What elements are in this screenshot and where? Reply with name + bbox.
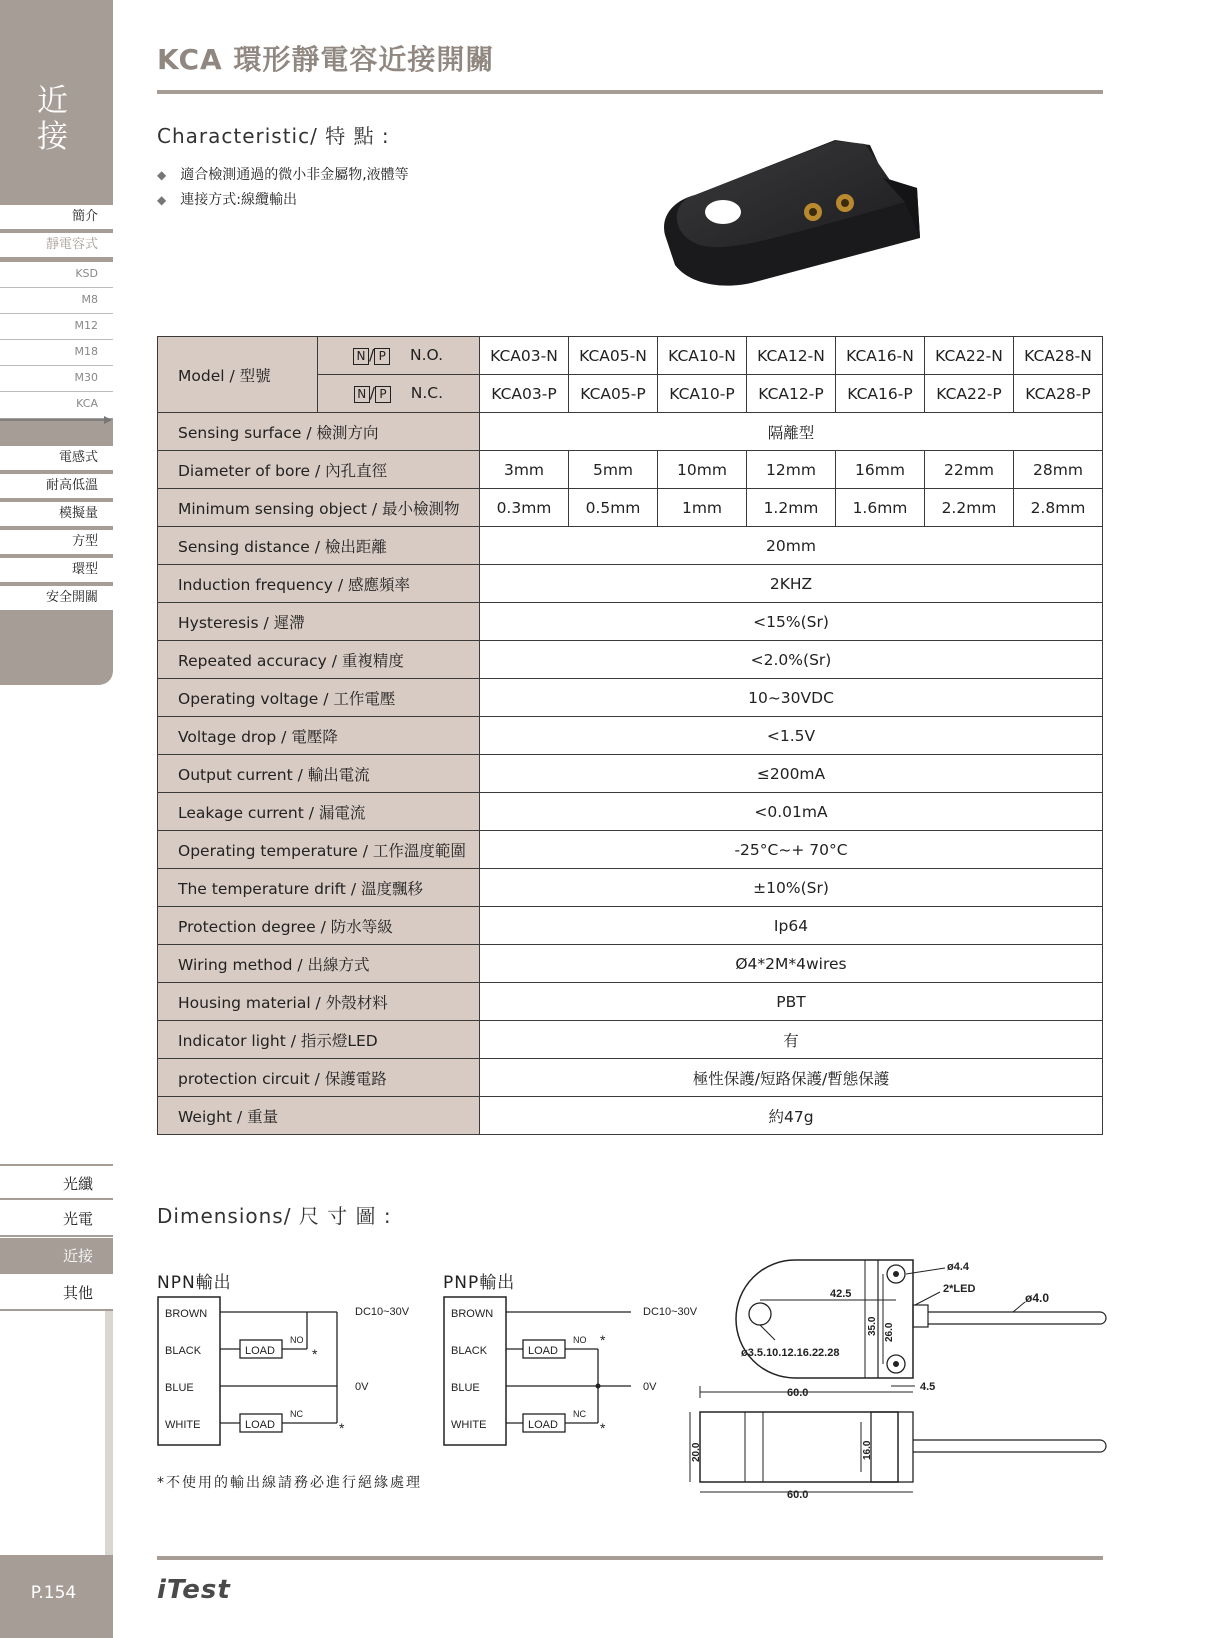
spec-label: Sensing surface / 檢測方向 [158,413,480,451]
wire-label: BLUE [165,1382,194,1394]
sidebar-item-ring[interactable]: 環型 [0,558,113,584]
dim-label: 4.5 [920,1381,936,1393]
dim-label: 20.0 [691,1442,702,1462]
wire-label: BROWN [451,1308,494,1320]
model-cell: KCA28-P [1014,375,1103,413]
nc-label: NC [290,1409,303,1419]
table-row [158,793,1103,831]
table-row [158,603,1103,641]
npn-title: NPN輸出 [157,1273,232,1293]
no-label: NO [290,1335,304,1345]
ov-label: 0V [355,1381,369,1393]
spec-value: 1.6mm [836,489,925,527]
spec-value: <2.0%(Sr) [480,641,1103,679]
star-label: * [312,1346,318,1362]
load-label: LOAD [528,1345,558,1357]
sidebar-item-analog[interactable]: 模擬量 [0,502,113,528]
spec-label: Leakage current / 漏電流 [158,793,480,831]
dim-label: 2*LED [943,1283,976,1295]
load-label: LOAD [245,1419,275,1431]
spec-label: Indicator light / 指示燈LED [158,1021,480,1059]
star-label: * [600,1420,606,1436]
wire-label: BROWN [165,1308,208,1320]
spec-value: <15%(Sr) [480,603,1103,641]
spec-label: Operating voltage / 工作電壓 [158,679,480,717]
spec-label: Protection degree / 防水等級 [158,907,480,945]
dim-label: ø4.0 [1025,1291,1050,1305]
spec-label: Induction frequency / 感應頻率 [158,565,480,603]
table-row [158,451,1103,489]
spec-label: Output current / 輸出電流 [158,755,480,793]
star-label: * [600,1332,606,1348]
spec-value: Ip64 [480,907,1103,945]
sidebar-item-m18[interactable]: M18 [0,340,113,366]
spec-label: Weight / 重量 [158,1097,480,1135]
product-photo [655,140,930,290]
table-row [158,831,1103,869]
spec-value: 1mm [658,489,747,527]
model-label: Model / 型號 [158,337,318,413]
table-row [158,641,1103,679]
spec-label: Minimum sensing object / 最小檢測物 [158,489,480,527]
sidebar-item-m12[interactable]: M12 [0,314,113,340]
wire-label: WHITE [451,1419,487,1431]
spec-value: 有 [480,1021,1103,1059]
spec-label: Housing material / 外殼材料 [158,983,480,1021]
spec-value: 22mm [925,451,1014,489]
sidebar-category-1: 近 [37,83,68,119]
spec-value: 20mm [480,527,1103,565]
ov-label: 0V [643,1381,657,1393]
dim-label: ø4.4 [947,1261,970,1273]
spec-label: Voltage drop / 電壓降 [158,717,480,755]
model-cell: KCA12-N [747,337,836,375]
sidebar-item-proximity[interactable]: 近接 [0,1238,113,1274]
model-cell: KCA16-P [836,375,925,413]
table-row [158,527,1103,565]
sidebar-item-capacitive[interactable]: 靜電容式 [0,233,113,259]
spec-value: 隔離型 [480,413,1103,451]
spec-value: -25°C~+ 70°C [480,831,1103,869]
spec-value: 10mm [658,451,747,489]
spec-value: <1.5V [480,717,1103,755]
dim-label: 60.0 [787,1387,809,1399]
model-cell: KCA22-N [925,337,1014,375]
spec-value: 2.2mm [925,489,1014,527]
npn-wiring-diagram [157,1295,427,1450]
wire-label: BLUE [451,1382,480,1394]
dim-label: 60.0 [787,1489,809,1501]
spec-value: 2.8mm [1014,489,1103,527]
model-cell: KCA10-N [658,337,747,375]
footer-rule [157,1556,1103,1560]
spec-label: Sensing distance / 檢出距離 [158,527,480,565]
spec-value: PBT [480,983,1103,1021]
sidebar-item-intro[interactable]: 簡介 [0,205,113,231]
sidebar-strip [105,1310,113,1590]
table-row [158,565,1103,603]
dim-label: 42.5 [830,1288,852,1300]
load-label: LOAD [528,1419,558,1431]
spec-value: <0.01mA [480,793,1103,831]
wire-label: BLACK [165,1345,202,1357]
spec-value: 0.3mm [480,489,569,527]
spec-value: 12mm [747,451,836,489]
page-title: KCA 環形靜電容近接開關 [157,43,495,76]
wire-label: WHITE [165,1419,201,1431]
spec-value: ≤200mA [480,755,1103,793]
table-row [158,337,1103,375]
dimension-drawing [691,1250,1110,1501]
sidebar-item-square[interactable]: 方型 [0,530,113,556]
model-cell: KCA16-N [836,337,925,375]
spec-label: The temperature drift / 溫度飄移 [158,869,480,907]
sidebar-item-fiber[interactable]: 光纖 [0,1164,113,1200]
characteristic-bullet-2: ◆ 連接方式:線纜輸出 [157,192,297,208]
table-row [158,679,1103,717]
table-row [158,755,1103,793]
no-label: NO [573,1335,587,1345]
wire-label: BLACK [451,1345,488,1357]
spec-table [157,336,1103,1135]
spec-value: ±10%(Sr) [480,869,1103,907]
spec-value: 3mm [480,451,569,489]
table-row [158,983,1103,1021]
table-row [158,413,1103,451]
title-rule [157,90,1103,94]
spec-value: 極性保護/短路保護/暫態保護 [480,1059,1103,1097]
dc-label: DC10~30V [355,1306,410,1318]
sidebar-item-safety[interactable]: 安全開關 [0,586,113,612]
model-cell: KCA28-N [1014,337,1103,375]
dc-label: DC10~30V [643,1306,698,1318]
dim-label: 16.0 [862,1440,873,1460]
no-label: N / P N.O. [318,337,480,375]
spec-value: 28mm [1014,451,1103,489]
sidebar-item-m30[interactable]: M30 [0,366,113,392]
spec-label: protection circuit / 保護電路 [158,1059,480,1097]
table-row [158,717,1103,755]
characteristic-bullet-1: ◆ 適合檢測通過的微小非金屬物,液體等 [157,167,409,183]
spec-label: Repeated accuracy / 重複精度 [158,641,480,679]
model-cell: KCA03-P [480,375,569,413]
sidebar-gap [0,426,113,446]
table-row [158,489,1103,527]
current-arrow-icon [0,414,113,426]
spec-value: 1.2mm [747,489,836,527]
star-label: * [339,1420,345,1436]
model-cell: KCA22-P [925,375,1014,413]
spec-label: Diameter of bore / 內孔直徑 [158,451,480,489]
sidebar-item-photoelectric[interactable]: 光電 [0,1201,113,1237]
spec-label: Operating temperature / 工作溫度範圍 [158,831,480,869]
model-cell: KCA05-P [569,375,658,413]
model-cell: KCA03-N [480,337,569,375]
spec-label: Hysteresis / 遲滯 [158,603,480,641]
table-row [158,907,1103,945]
dim-label: 35.0 [867,1316,878,1336]
spec-value: Ø4*2M*4wires [480,945,1103,983]
brand-logo: iTest [157,1575,231,1605]
sidebar-item-other[interactable]: 其他 [0,1275,113,1311]
table-row [158,1097,1103,1135]
nc-label: N / P N.C. [318,375,480,413]
characteristic-heading: Characteristic/ 特 點 : [157,124,390,148]
sidebar-item-high-low-temp[interactable]: 耐高低溫 [0,474,113,500]
spec-value: 16mm [836,451,925,489]
model-cell: KCA12-P [747,375,836,413]
table-row [158,869,1103,907]
load-label: LOAD [245,1345,275,1357]
table-row [158,945,1103,983]
dim-label: ø3.5.10.12.16.22.28 [741,1347,840,1359]
pnp-wiring-diagram [443,1295,718,1450]
dimensions-heading: Dimensions/ 尺 寸 圖 : [157,1204,392,1228]
sidebar-item-inductive[interactable]: 電感式 [0,446,113,472]
spec-value: 約47g [480,1097,1103,1135]
sidebar-item-kca[interactable]: KCA [0,392,113,418]
table-row [158,1059,1103,1097]
model-cell: KCA05-N [569,337,658,375]
wiring-note: *不使用的輸出線請務必進行絕緣處理 [157,1475,422,1491]
spec-value: 10~30VDC [480,679,1103,717]
pnp-title: PNP輸出 [443,1273,516,1293]
sidebar-category-2: 接 [37,119,68,155]
table-row [158,1021,1103,1059]
sidebar-item-ksd[interactable]: KSD [0,262,113,288]
dim-label: 26.0 [884,1322,895,1342]
spec-value: 5mm [569,451,658,489]
model-cell: KCA10-P [658,375,747,413]
spec-value: 2KHZ [480,565,1103,603]
page-number: P.154 [30,1583,77,1603]
sidebar-item-m8[interactable]: M8 [0,288,113,314]
spec-label: Wiring method / 出線方式 [158,945,480,983]
spec-value: 0.5mm [569,489,658,527]
nc-label: NC [573,1409,586,1419]
